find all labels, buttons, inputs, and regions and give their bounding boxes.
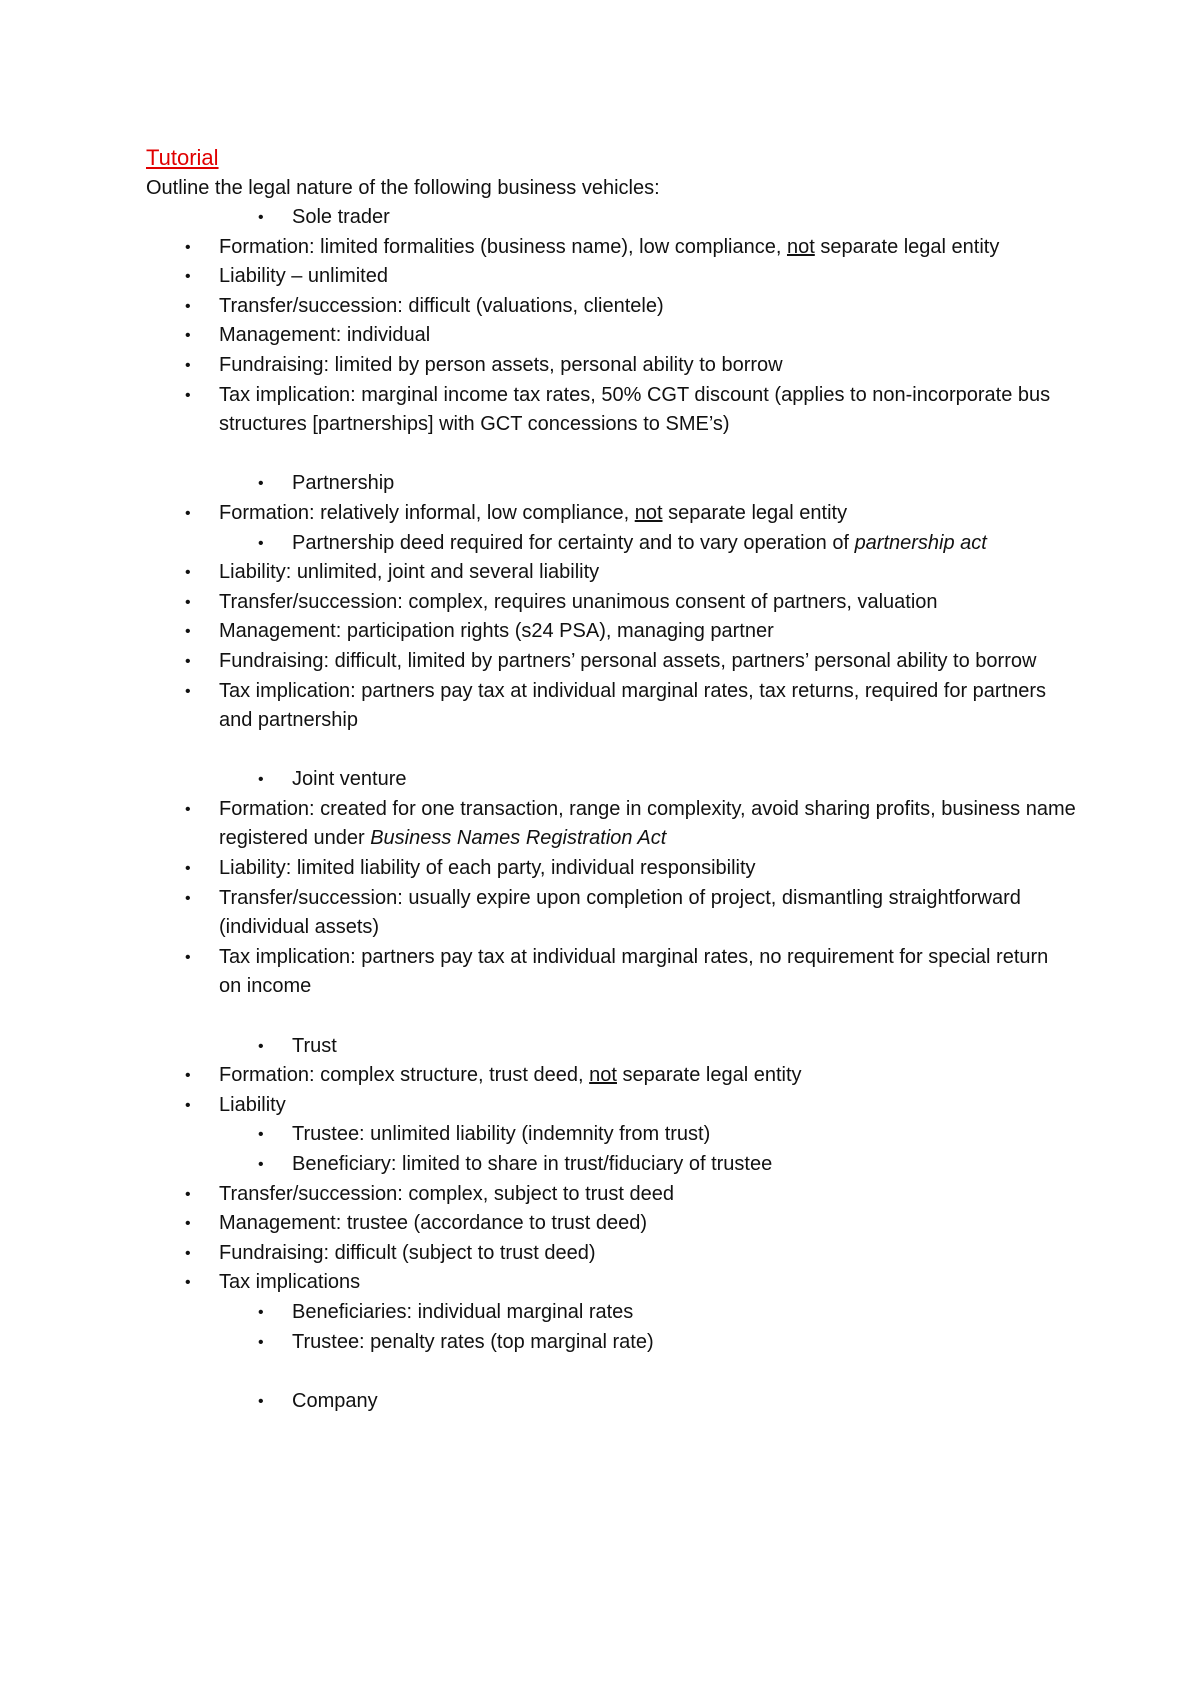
list-item: • Transfer/succession: complex, requires unanimous consent of partners, valuation	[146, 588, 1076, 618]
list-item: • Formation: created for one transaction, range in complexity, avoid sharing profits, business name registered under Business Names Registration Act	[146, 795, 1076, 854]
bullet-icon: •	[185, 889, 191, 907]
blank-line	[146, 1357, 1076, 1387]
bullet-icon: •	[258, 1303, 264, 1321]
sub-list-item: • Trustee: penalty rates (top marginal rate)	[146, 1328, 1076, 1358]
bullet-icon: •	[258, 1156, 264, 1173]
list-item: • Tax implication: partners pay tax at individual marginal rates, tax returns, required for partners and partnership	[146, 677, 1076, 736]
list-item: • Tax implications	[146, 1268, 1076, 1298]
bullet-icon: •	[185, 623, 191, 641]
bullet-icon: •	[185, 652, 191, 670]
bullet-icon: •	[185, 800, 191, 818]
list-item: • Transfer/succession: complex, subject to trust deed	[146, 1180, 1076, 1210]
underlined-text: not	[589, 1064, 617, 1087]
list-item: • Liability: unlimited, joint and several liability	[146, 558, 1076, 588]
bullet-icon: •	[258, 1126, 264, 1144]
intro-text: Outline the legal nature of the following business vehicles:	[146, 177, 660, 199]
sub-list-item: • Beneficiary: limited to share in trust/fiduciary of trustee	[146, 1150, 1076, 1180]
bullet-icon: •	[185, 1067, 191, 1085]
section-heading-trust: • Trust	[146, 1032, 1076, 1062]
bullet-list	[146, 203, 1076, 1416]
list-item: • Tax implication: partners pay tax at individual marginal rates, no requirement for special return on income	[146, 943, 1076, 1002]
bullet-icon: •	[185, 948, 191, 966]
list-item: • Management: participation rights (s24 PSA), managing partner	[146, 617, 1076, 647]
blank-line	[146, 736, 1076, 766]
bullet-icon: •	[185, 1096, 191, 1114]
bullet-icon: •	[258, 209, 264, 226]
list-item: • Liability – unlimited	[146, 262, 1076, 292]
section-heading-sole-trader: • Sole trader	[146, 203, 1076, 233]
bullet-icon: •	[185, 1274, 191, 1292]
underlined-text: not	[634, 501, 663, 524]
sub-list-item: • Trustee: unlimited liability (indemnity from trust)	[146, 1120, 1076, 1150]
bullet-icon: •	[185, 238, 191, 256]
bullet-icon: •	[185, 297, 191, 315]
list-item: • Formation: limited formalities (business name), low compliance, not separate legal entity	[146, 233, 1076, 263]
list-item: • Fundraising: limited by person assets, personal ability to borrow	[146, 351, 1076, 381]
bullet-icon: •	[185, 564, 191, 582]
section-heading-joint-venture: • Joint venture	[146, 765, 1076, 795]
list-item: • Formation: relatively informal, low compliance, not separate legal entity	[146, 499, 1076, 529]
bullet-icon: •	[185, 1215, 191, 1233]
list-item: • Management: trustee (accordance to trust deed)	[146, 1209, 1076, 1239]
section-heading-company: • Company	[146, 1387, 1076, 1417]
list-item: • Fundraising: difficult (subject to trust deed)	[146, 1239, 1076, 1269]
bullet-icon: •	[185, 268, 191, 286]
bullet-icon: •	[185, 1244, 191, 1262]
list-item: • Transfer/succession: usually expire upon completion of project, dismantling straightforward (individual assets)	[146, 884, 1076, 943]
bullet-icon: •	[185, 1185, 191, 1203]
list-item: • Liability	[146, 1091, 1076, 1121]
sub-list-item: • Beneficiaries: individual marginal rates	[146, 1298, 1076, 1328]
section-heading-partnership: • Partnership	[146, 469, 1076, 499]
bullet-icon: •	[258, 1333, 264, 1351]
italic-text: Business Names Registration Act	[370, 827, 667, 850]
italic-text: partnership act	[854, 531, 987, 554]
list-item: • Fundraising: difficult, limited by partners’ personal assets, partners’ personal ability to borrow	[146, 647, 1076, 677]
bullet-icon: •	[258, 1392, 264, 1410]
bullet-icon: •	[258, 771, 264, 789]
bullet-icon: •	[185, 682, 191, 700]
bullet-icon: •	[185, 327, 191, 345]
list-item: • Liability: limited liability of each party, individual responsibility	[146, 854, 1076, 884]
document-content	[146, 143, 1076, 1416]
blank-line	[146, 1002, 1076, 1032]
blank-line	[146, 440, 1076, 470]
bullet-icon: •	[185, 386, 191, 404]
page-title: Tutorial	[146, 145, 219, 170]
bullet-icon: •	[185, 504, 191, 522]
sub-list-item: • Partnership deed required for certainty and to vary operation of partnership act	[146, 529, 1076, 559]
list-item: • Transfer/succession: difficult (valuations, clientele)	[146, 292, 1076, 322]
list-item: • Management: individual	[146, 321, 1076, 351]
bullet-icon: •	[185, 593, 191, 611]
list-item: • Tax implication: marginal income tax rates, 50% CGT discount (applies to non-incorporate bus structures [partnerships] with GCT concessions to SME’s)	[146, 381, 1076, 440]
bullet-icon: •	[258, 1037, 264, 1055]
bullet-icon: •	[185, 860, 191, 878]
bullet-icon: •	[185, 356, 191, 374]
list-item: • Formation: complex structure, trust deed, not separate legal entity	[146, 1061, 1076, 1091]
bullet-icon: •	[258, 475, 264, 493]
bullet-icon: •	[258, 534, 264, 552]
underlined-text: not	[786, 235, 815, 258]
